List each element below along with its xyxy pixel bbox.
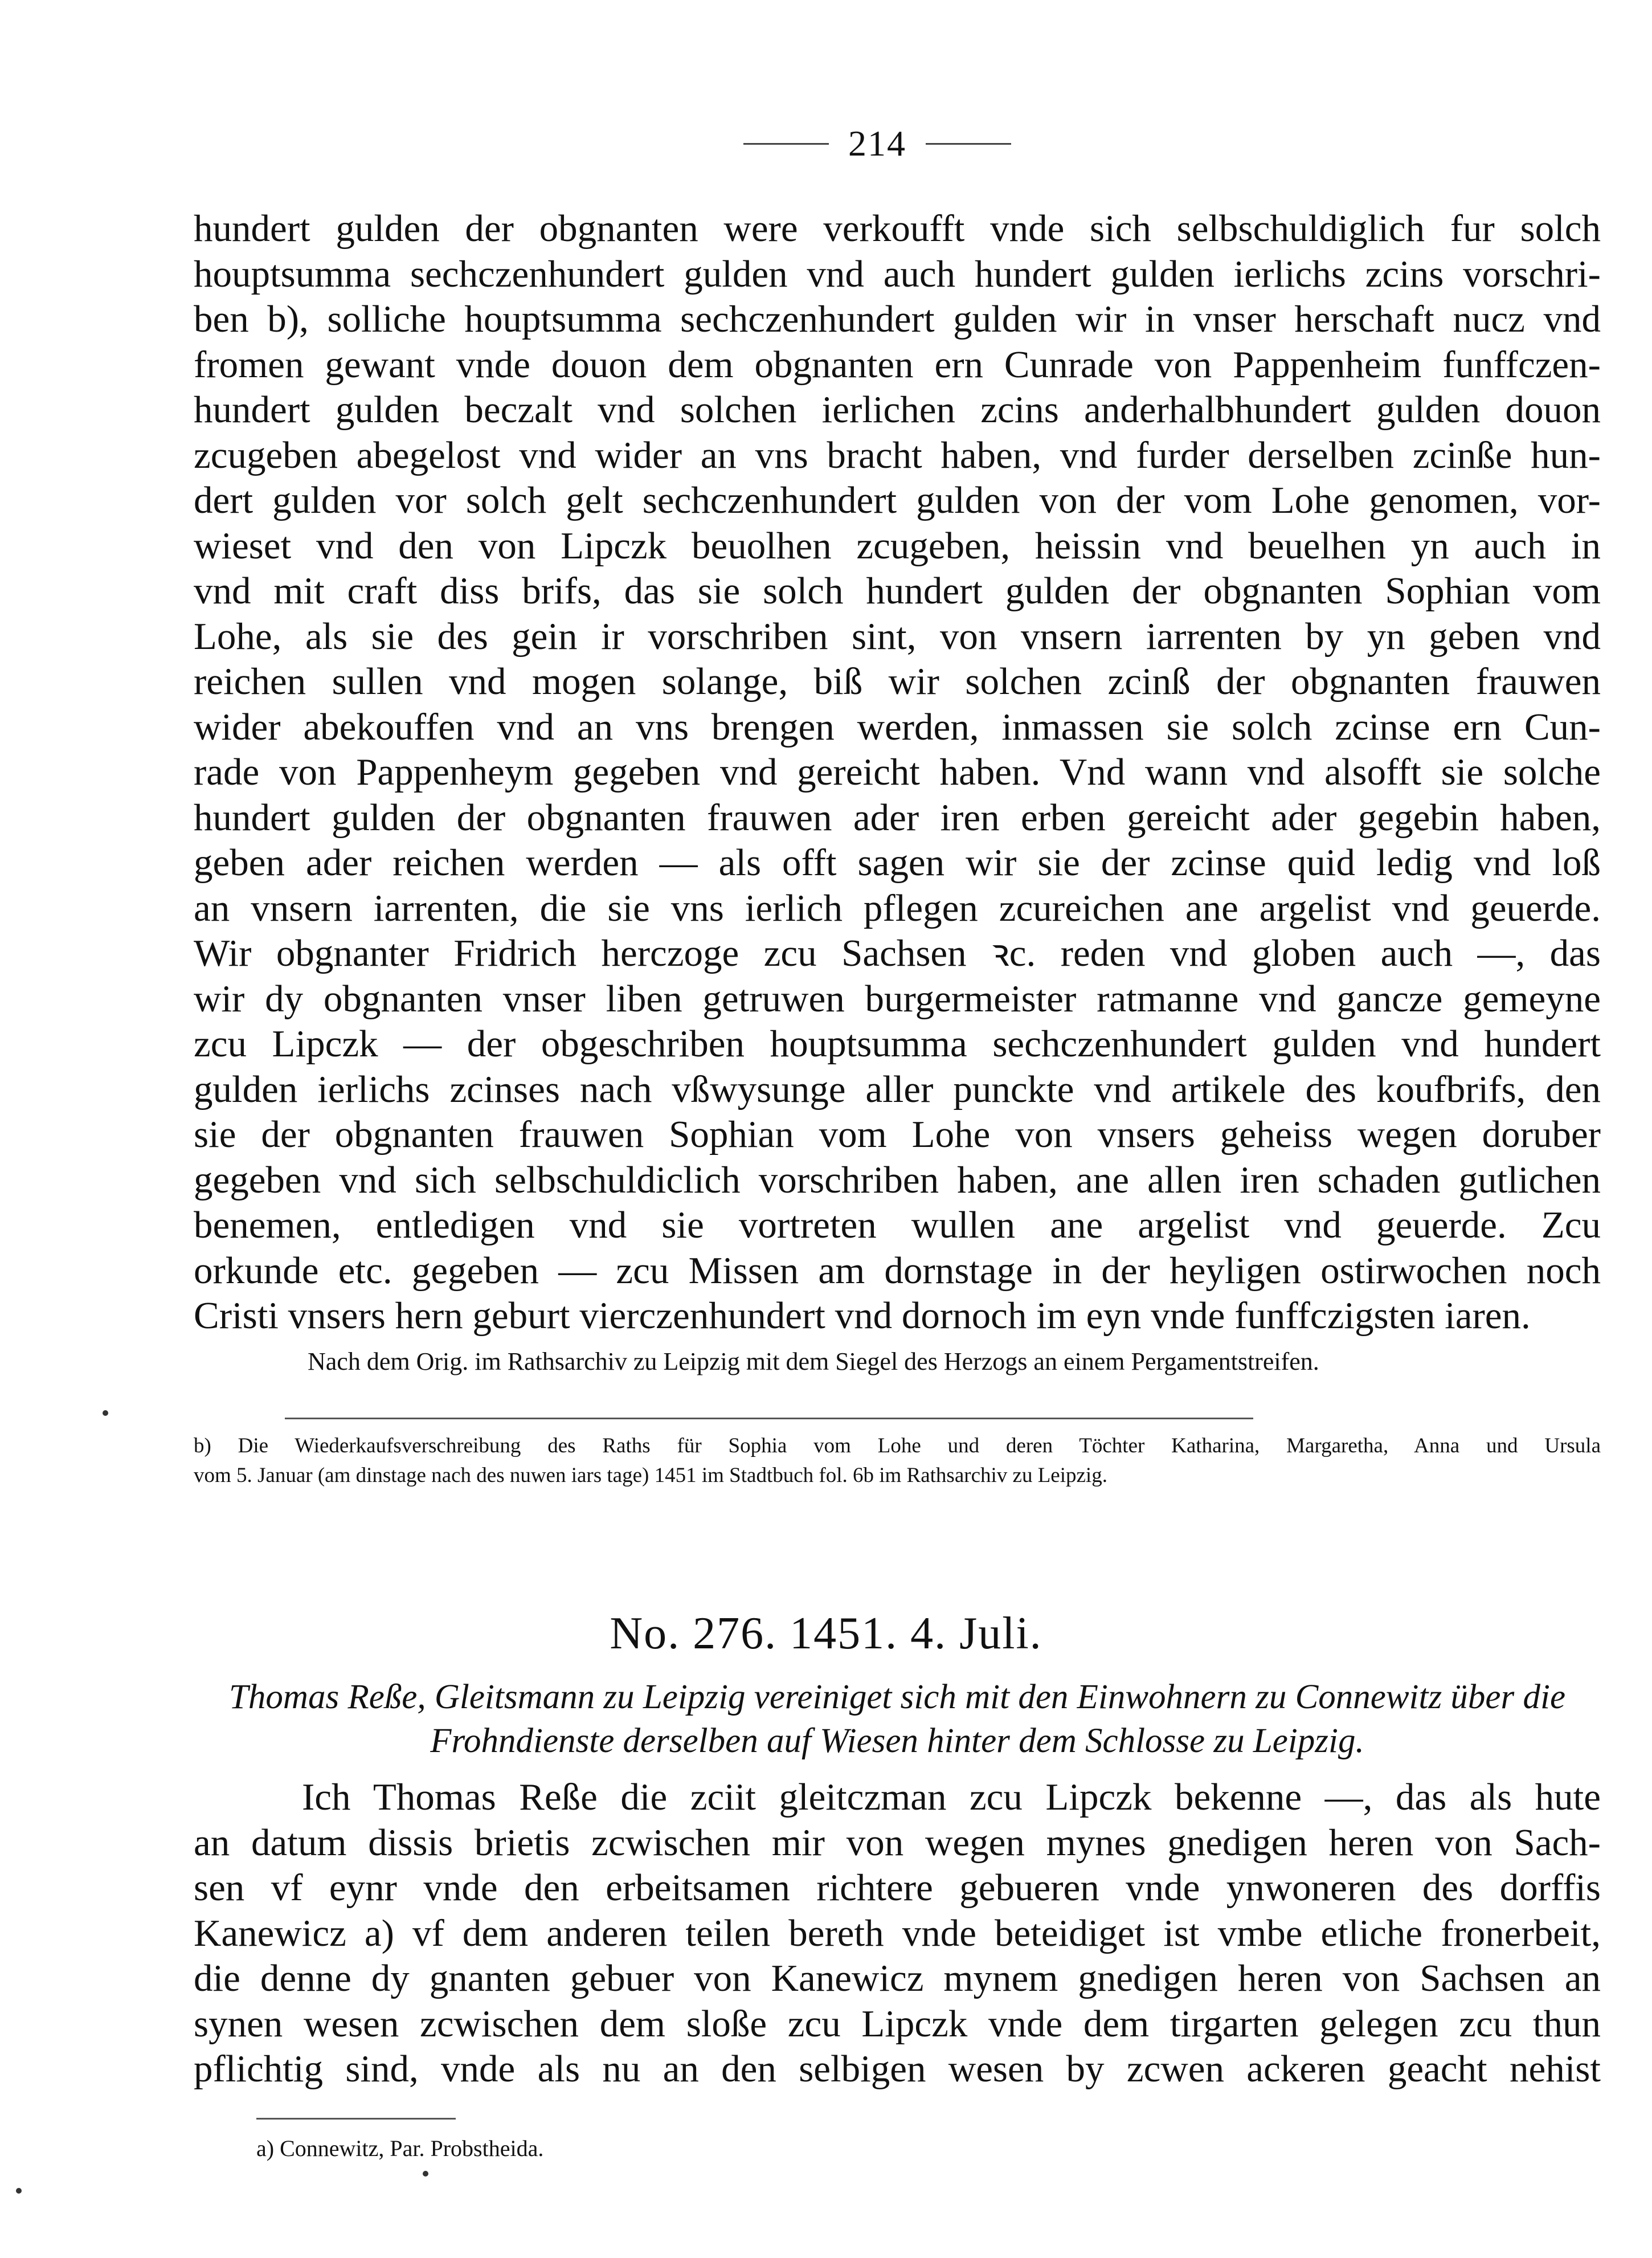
document-heading: No. 276. 1451. 4. Juli. [610,1608,1042,1659]
text-line: rade von Pappenheym gegeben vnd gereicht haben. Vnd wann vnd alsofft sie solche [194,751,1601,793]
header-dash-right [926,143,1011,145]
text-line: synen wesen zcwischen dem sloße zcu Lipczk vnde dem tirgarten gelegen zcu thun [194,2002,1601,2045]
text-line: wider abekouffen vnd an vns brengen werden, inmassen sie solch zcinse ern Cun- [194,705,1601,748]
text-line: sie der obgnanten frauwen Sophian vom Lohe von vnsers geheiss wegen doruber [194,1113,1601,1155]
text-line: wieset vnd den von Lipczk beuolhen zcugeben, heissin vnd beuelhen yn auch in [194,524,1601,567]
footnote-rule [285,1418,1253,1419]
text-line: wir dy obgnanten vnser liben getruwen burgermeister ratmanne vnd gancze gemeyne [194,977,1601,1020]
text-line: gegeben vnd sich selbschuldiclich vorschriben haben, ane allen iren schaden gutlichen [194,1158,1601,1201]
text-line: ben b), solliche houptsumma sechczenhundert gulden wir in vnser herschaft nucz vnd [194,298,1601,340]
text-line: Wir obgnanter Fridrich herczoge zcu Sachsen ꝛc. reden vnd globen auch —, das [194,932,1601,974]
text-line: Lohe, als sie des gein ir vorschriben sint, von vnsern iarrenten by yn geben vnd [194,615,1601,658]
text-line: an vnsern iarrenten, die sie vns ierlich pflegen zcureichen ane argelist vnd geuerde. [194,887,1601,929]
text-line: hundert gulden der obgnanten were verkoufft vnde sich selbschuldiglich fur solch [194,207,1601,250]
scan-speck [16,2188,22,2194]
text-line: sen vf eynr vnde den erbeitsamen richtere gebueren vnde ynwoneren des dorffis [194,1867,1601,1909]
text-line: vnd mit craft diss brifs, das sie solch hundert gulden der obgnanten Sophian vom [194,570,1601,612]
text-line: pflichtig sind, vnde als nu an den selbigen wesen by zcwen ackeren geacht nehist [194,2048,1601,2090]
page-header [723,121,1031,166]
source-note: Nach dem Orig. im Rathsarchiv zu Leipzig mit dem Siegel des Herzogs an einem Pergamentstreifen. [308,1348,1319,1375]
text-line: Ich Thomas Reße die zciit gleitczman zcu Lipczk bekenne —, das als hute [302,1776,1601,1818]
text-line: Kanewicz a) vf dem anderen teilen bereth vnde beteidiget ist vmbe etliche fronerbeit, [194,1912,1601,1954]
text-line: zcugeben abegelost vnd wider an vns bracht haben, vnd furder derselben zcinße hun- [194,434,1601,476]
document-body-paragraph [194,206,1601,1339]
text-line: zcu Lipczk — der obgeschriben houptsumma sechczenhundert gulden vnd hundert [194,1023,1601,1065]
text-line: geben ader reichen werden — als offt sagen wir sie der zcinse quid ledig vnd loß [194,842,1601,884]
text-line: houptsumma sechczenhundert gulden vnd auch hundert gulden ierlichs zcins vorschri- [194,252,1601,295]
footnote-line: vom 5. Januar (am dinstage nach des nuwen iars tage) 1451 im Stadtbuch fol. 6b im Rathsarchiv zu Leipzig. [194,1464,1107,1487]
text-line: die denne dy gnanten gebuer von Kanewicz mynem gnedigen heren von Sachsen an [194,1957,1601,1999]
text-line: benemen, entledigen vnd sie vortreten wullen ane argelist vnd geuerde. Zcu [194,1204,1601,1246]
scan-speck [103,1410,108,1416]
text-line: fromen gewant vnde douon dem obgnanten ern Cunrade von Pappenheim funffczen- [194,343,1601,386]
document-body-paragraph [194,1775,1601,2092]
header-dash-left [743,143,829,145]
footnote-b [194,1431,1601,1491]
text-line: an datum dissis brietis zcwischen mir von wegen mynes gnedigen heren von Sach- [194,1821,1601,1864]
text-line: orkunde etc. gegeben — zcu Missen am dornstage in der heyligen ostirwochen noch [194,1249,1601,1292]
summary-line: Frohndienste derselben auf Wiesen hinter dem Schlosse zu Leipzig. [430,1722,1364,1760]
page-number: 214 [848,123,906,164]
text-line: hundert gulden der obgnanten frauwen ader iren erben gereicht ader gegebin haben, [194,796,1601,839]
text-line: reichen sullen vnd mogen solange, biß wir solchen zcinß der obgnanten frauwen [194,660,1601,703]
text-line: Cristi vnsers hern geburt vierczenhundert vnd dornoch im eyn vnde funffczigsten iaren. [194,1295,1531,1337]
footnote-rule [256,2118,456,2120]
footnote-line: b) Die Wiederkaufsverschreibung des Raths für Sophia vom Lohe und deren Töchter Katharina, Margaretha, Anna und Ursula [194,1434,1601,1457]
text-line: hundert gulden beczalt vnd solchen ierlichen zcins anderhalbhundert gulden douon [194,389,1601,431]
text-line: dert gulden vor solch gelt sechczenhundert gulden von der vom Lohe genomen, vor- [194,479,1601,521]
summary-line: Thomas Reße, Gleitsmann zu Leipzig vereiniget sich mit den Einwohnern zu Connewitz über die [228,1678,1566,1716]
document-summary [194,1675,1601,1763]
text-line: gulden ierlichs zcinses nach vßwysunge aller punckte vnd artikele des koufbrifs, den [194,1068,1601,1110]
scan-speck [423,2171,428,2177]
footnote-a: a) Connewitz, Par. Probstheida. [256,2135,544,2161]
